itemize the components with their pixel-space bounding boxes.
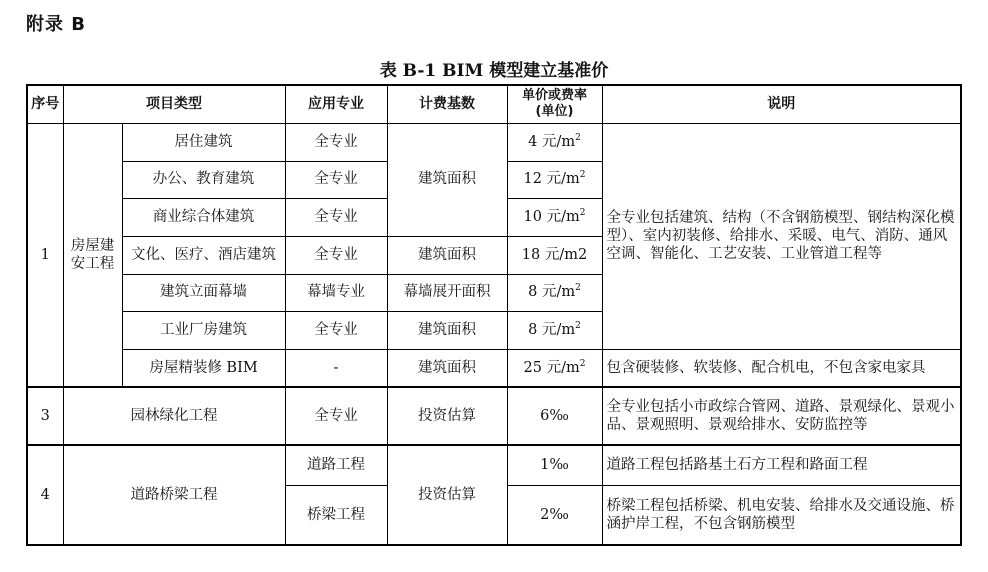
- subtype-cell: 房屋精装修 BIM: [122, 349, 285, 387]
- price-value: 12 元/m: [523, 171, 580, 188]
- seq-cell: 1: [27, 123, 63, 387]
- table-row: [27, 445, 961, 485]
- header-price-line2: (单位): [535, 104, 574, 120]
- specialty-cell: 全专业: [285, 236, 387, 274]
- type-cell: 道路桥梁工程: [63, 445, 285, 545]
- specialty-cell: 全专业: [285, 311, 387, 349]
- bim-price-table: [26, 84, 962, 546]
- note-cell: 全专业包括小市政综合管网、道路、景观绿化、景观小品、景观照明、景观给排水、安防监控等: [602, 387, 961, 445]
- price-superscript: 2: [575, 321, 581, 332]
- subtype-cell: 工业厂房建筑: [122, 311, 285, 349]
- category-line2: 安工程: [70, 255, 115, 272]
- header-basis: 计费基数: [387, 85, 507, 123]
- table-row: [27, 123, 961, 161]
- price-cell: [507, 198, 602, 236]
- table-row: [27, 387, 961, 445]
- price-cell: [507, 349, 602, 387]
- category-line1: 房屋建: [70, 237, 115, 254]
- note-cell: 道路工程包括路基土石方工程和路面工程: [602, 445, 961, 485]
- type-cell: 园林绿化工程: [63, 387, 285, 445]
- header-specialty: 应用专业: [285, 85, 387, 123]
- price-cell: 2‰: [507, 485, 602, 545]
- specialty-cell: 道路工程: [285, 445, 387, 485]
- table-row: [27, 349, 961, 387]
- header-seq: 序号: [27, 85, 63, 123]
- price-cell: 6‰: [507, 387, 602, 445]
- specialty-cell: 桥梁工程: [285, 485, 387, 545]
- specialty-cell: -: [285, 349, 387, 387]
- specialty-cell: 全专业: [285, 198, 387, 236]
- subtype-cell: 居住建筑: [122, 123, 285, 161]
- subtype-cell: 商业综合体建筑: [122, 198, 285, 236]
- seq-cell: 4: [27, 445, 63, 545]
- price-cell: [507, 274, 602, 311]
- header-row: [27, 85, 961, 123]
- price-superscript: 2: [579, 208, 586, 219]
- header-price-line1: 单价或费率: [521, 88, 587, 103]
- price-superscript: 2: [579, 358, 586, 369]
- price-value: 4 元/m: [528, 133, 576, 150]
- table-caption: 表 B-1 BIM 模型建立基准价: [379, 61, 609, 81]
- price-cell: 1‰: [507, 445, 602, 485]
- basis-cell: 建筑面积: [387, 236, 507, 274]
- basis-cell: 幕墙展开面积: [387, 274, 507, 311]
- basis-cell: 投资估算: [387, 387, 507, 445]
- price-value: 25 元/m: [523, 359, 580, 376]
- specialty-cell: 幕墙专业: [285, 274, 387, 311]
- price-cell: [507, 311, 602, 349]
- appendix-heading: 附录 B: [26, 14, 86, 35]
- subtype-cell: 办公、教育建筑: [122, 161, 285, 198]
- subtype-cell: 文化、医疗、酒店建筑: [122, 236, 285, 274]
- price-superscript: 2: [575, 283, 581, 294]
- basis-cell: 建筑面积: [387, 123, 507, 236]
- price-cell: [507, 123, 602, 161]
- subtype-cell: 建筑立面幕墙: [122, 274, 285, 311]
- specialty-cell: 全专业: [285, 387, 387, 445]
- price-cell: [507, 161, 602, 198]
- specialty-cell: 全专业: [285, 123, 387, 161]
- note-cell: 包含硬装修、软装修、配合机电，不包含家电家具: [602, 349, 961, 387]
- header-price: [507, 85, 602, 123]
- price-value: 18 元/m2: [521, 246, 588, 263]
- price-value: 8 元/m: [528, 284, 576, 301]
- note-cell: 桥梁工程包括桥梁、机电安装、给排水及交通设施、桥涵护岸工程，不包含钢筋模型: [602, 485, 961, 545]
- price-value: 8 元/m: [528, 321, 576, 338]
- price-cell: [507, 236, 602, 274]
- seq-cell: 3: [27, 387, 63, 445]
- basis-cell: 建筑面积: [387, 311, 507, 349]
- price-value: 10 元/m: [523, 208, 580, 225]
- header-type: 项目类型: [63, 85, 285, 123]
- specialty-cell: 全专业: [285, 161, 387, 198]
- basis-cell: 建筑面积: [387, 349, 507, 387]
- header-note: 说明: [602, 85, 961, 123]
- price-superscript: 2: [575, 133, 581, 144]
- category-cell: [63, 123, 122, 387]
- basis-cell: 投资估算: [387, 445, 507, 545]
- price-superscript: 2: [579, 170, 586, 181]
- note-cell: 全专业包括建筑、结构（不含钢筋模型、钢结构深化模型）、室内初装修、给排水、采暖、电气、消防、通风空调、智能化、工艺安装、工业管道工程等: [602, 123, 961, 349]
